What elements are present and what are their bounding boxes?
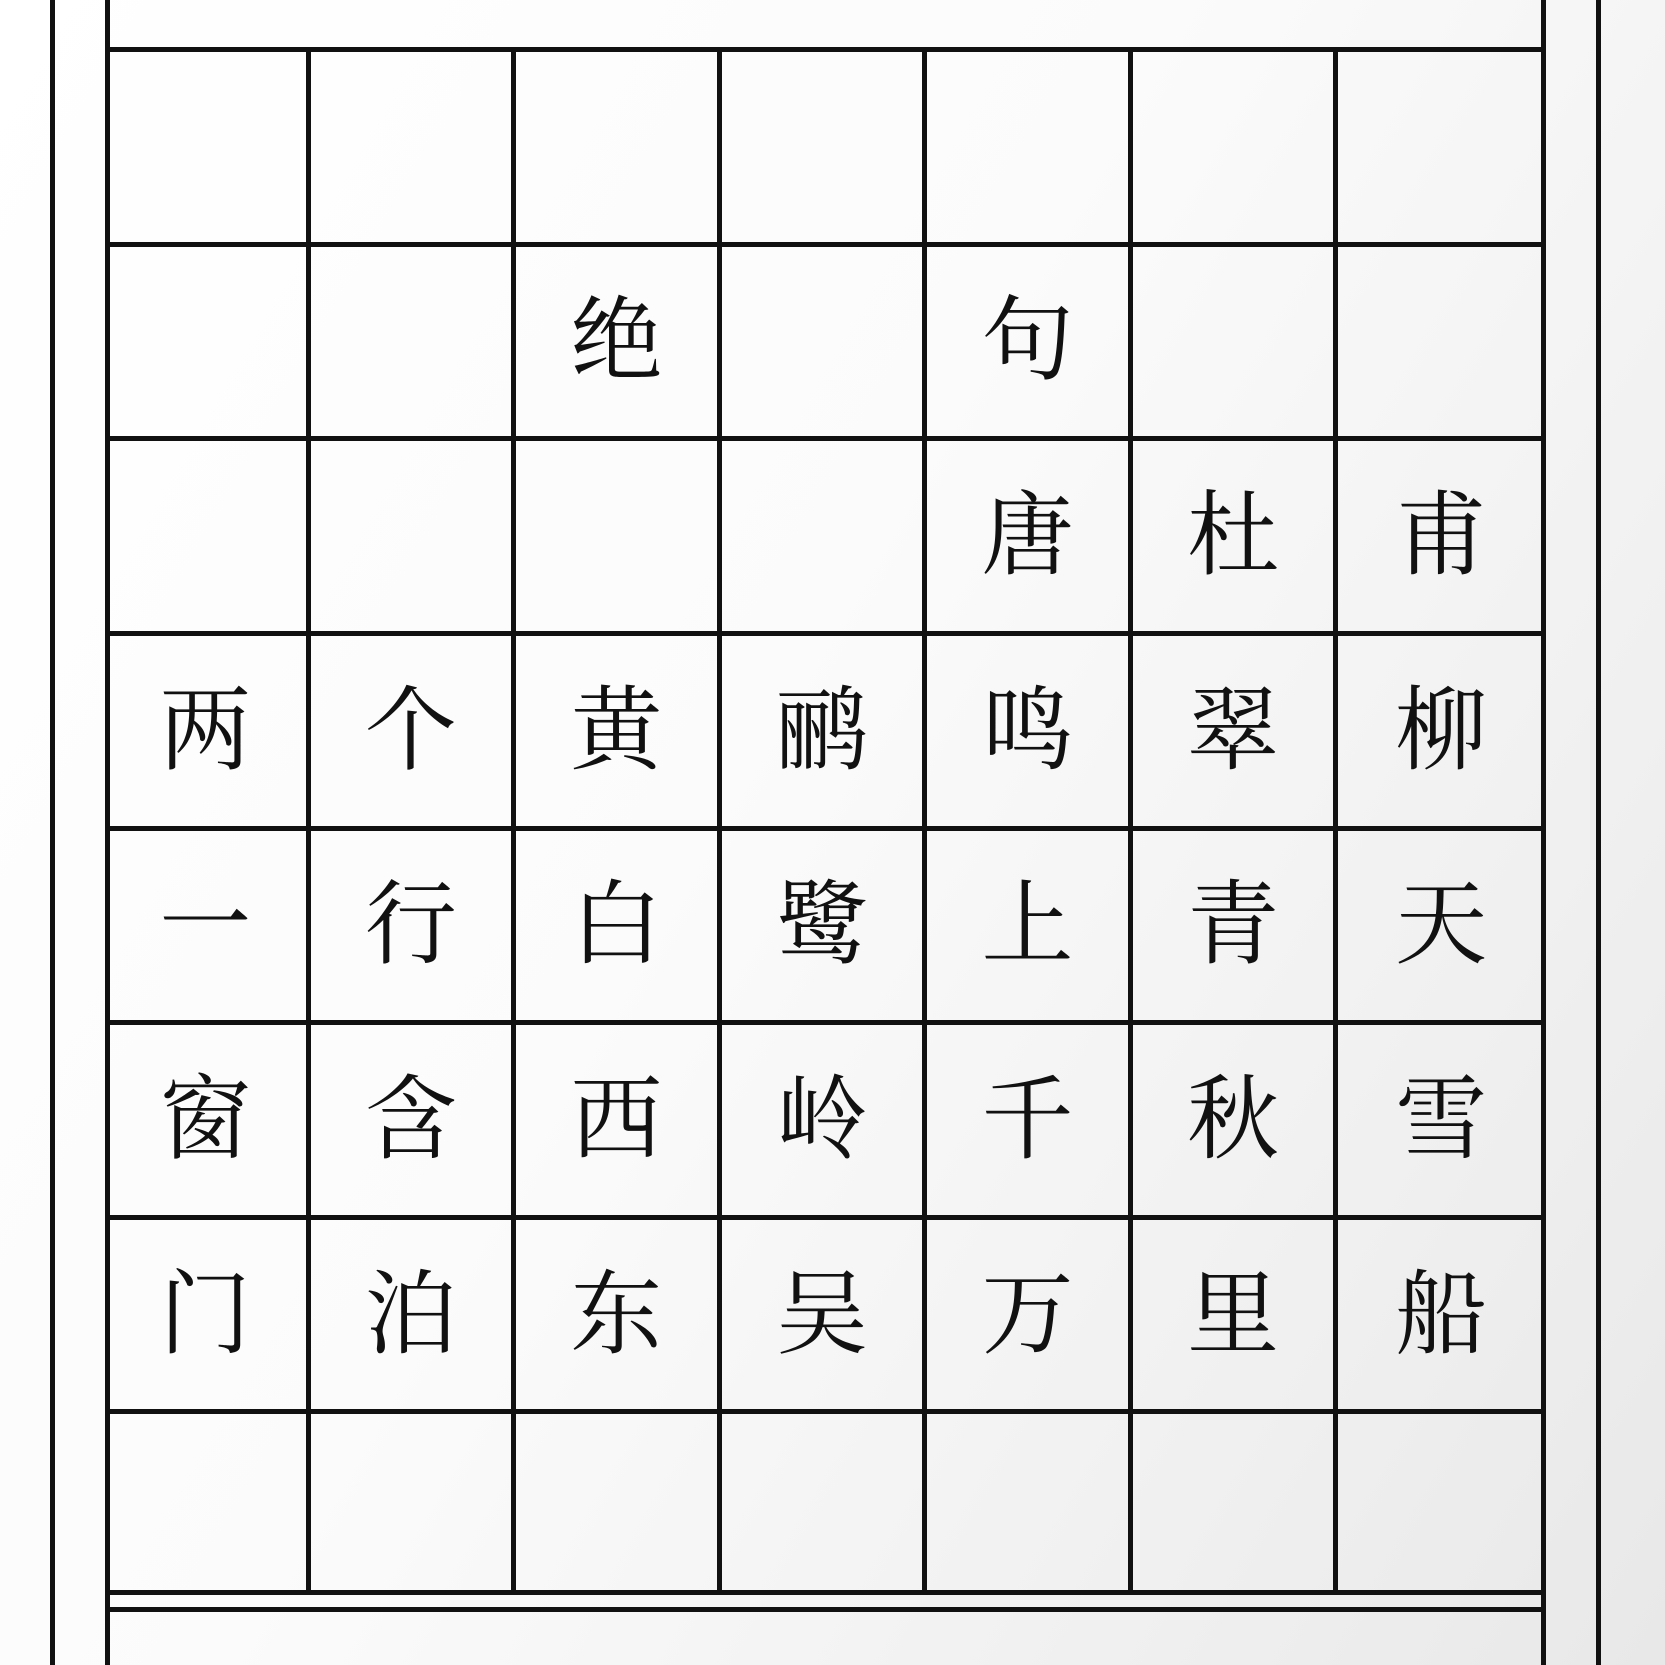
grid-cell: 杜 <box>1133 441 1339 636</box>
grid-cell <box>1338 1414 1544 1595</box>
grid-cell <box>722 441 928 636</box>
grid-cell: 行 <box>311 831 517 1026</box>
grid-cell: 吴 <box>722 1220 928 1415</box>
grid-cell: 西 <box>516 1025 722 1220</box>
grid-cell <box>105 441 311 636</box>
grid-cell <box>722 52 928 247</box>
grid-cell <box>722 1414 928 1595</box>
grid-cell: 唐 <box>927 441 1133 636</box>
grid-cell <box>927 1414 1133 1595</box>
grid-cell <box>1133 247 1339 442</box>
grid-cell <box>311 1414 517 1595</box>
grid-cell: 鸣 <box>927 636 1133 831</box>
grid-cell: 两 <box>105 636 311 831</box>
grid-cell: 门 <box>105 1220 311 1415</box>
grid-cell: 船 <box>1338 1220 1544 1415</box>
grid-cell: 雪 <box>1338 1025 1544 1220</box>
grid-cell <box>1338 52 1544 247</box>
grid-cell <box>516 441 722 636</box>
grid-cell <box>722 247 928 442</box>
grid-cell <box>516 1414 722 1595</box>
grid-cell <box>105 52 311 247</box>
grid-cell: 秋 <box>1133 1025 1339 1220</box>
grid-cell <box>105 247 311 442</box>
outer-right-border <box>1596 0 1601 1665</box>
grid-cell: 千 <box>927 1025 1133 1220</box>
grid-cell <box>1133 52 1339 247</box>
grid-cell <box>105 1414 311 1595</box>
grid-cell: 上 <box>927 831 1133 1026</box>
grid-cell: 天 <box>1338 831 1544 1026</box>
grid-cell: 里 <box>1133 1220 1339 1415</box>
grid-cell <box>311 247 517 442</box>
grid-cell: 句 <box>927 247 1133 442</box>
grid-cell: 岭 <box>722 1025 928 1220</box>
grid-cell: 一 <box>105 831 311 1026</box>
bottom-margin-band <box>105 1607 1544 1665</box>
grid-cell: 万 <box>927 1220 1133 1415</box>
grid-cell <box>311 441 517 636</box>
grid-cell: 白 <box>516 831 722 1026</box>
grid-cell: 翠 <box>1133 636 1339 831</box>
grid-cell: 柳 <box>1338 636 1544 831</box>
grid-cell: 含 <box>311 1025 517 1220</box>
character-grid <box>105 52 1544 1609</box>
grid-cell: 泊 <box>311 1220 517 1415</box>
grid-cell: 东 <box>516 1220 722 1415</box>
grid-cell <box>1338 247 1544 442</box>
top-margin-band <box>105 0 1544 52</box>
grid-cell: 个 <box>311 636 517 831</box>
grid-cell <box>927 52 1133 247</box>
outer-left-border <box>50 0 55 1665</box>
grid-cell: 鹂 <box>722 636 928 831</box>
grid-cell: 窗 <box>105 1025 311 1220</box>
grid-cell: 青 <box>1133 831 1339 1026</box>
grid-cell: 黄 <box>516 636 722 831</box>
grid-cell: 绝 <box>516 247 722 442</box>
grid-cell <box>1133 1414 1339 1595</box>
grid-cell: 鹭 <box>722 831 928 1026</box>
grid-cell: 甫 <box>1338 441 1544 636</box>
grid-cell <box>311 52 517 247</box>
grid-cell <box>516 52 722 247</box>
